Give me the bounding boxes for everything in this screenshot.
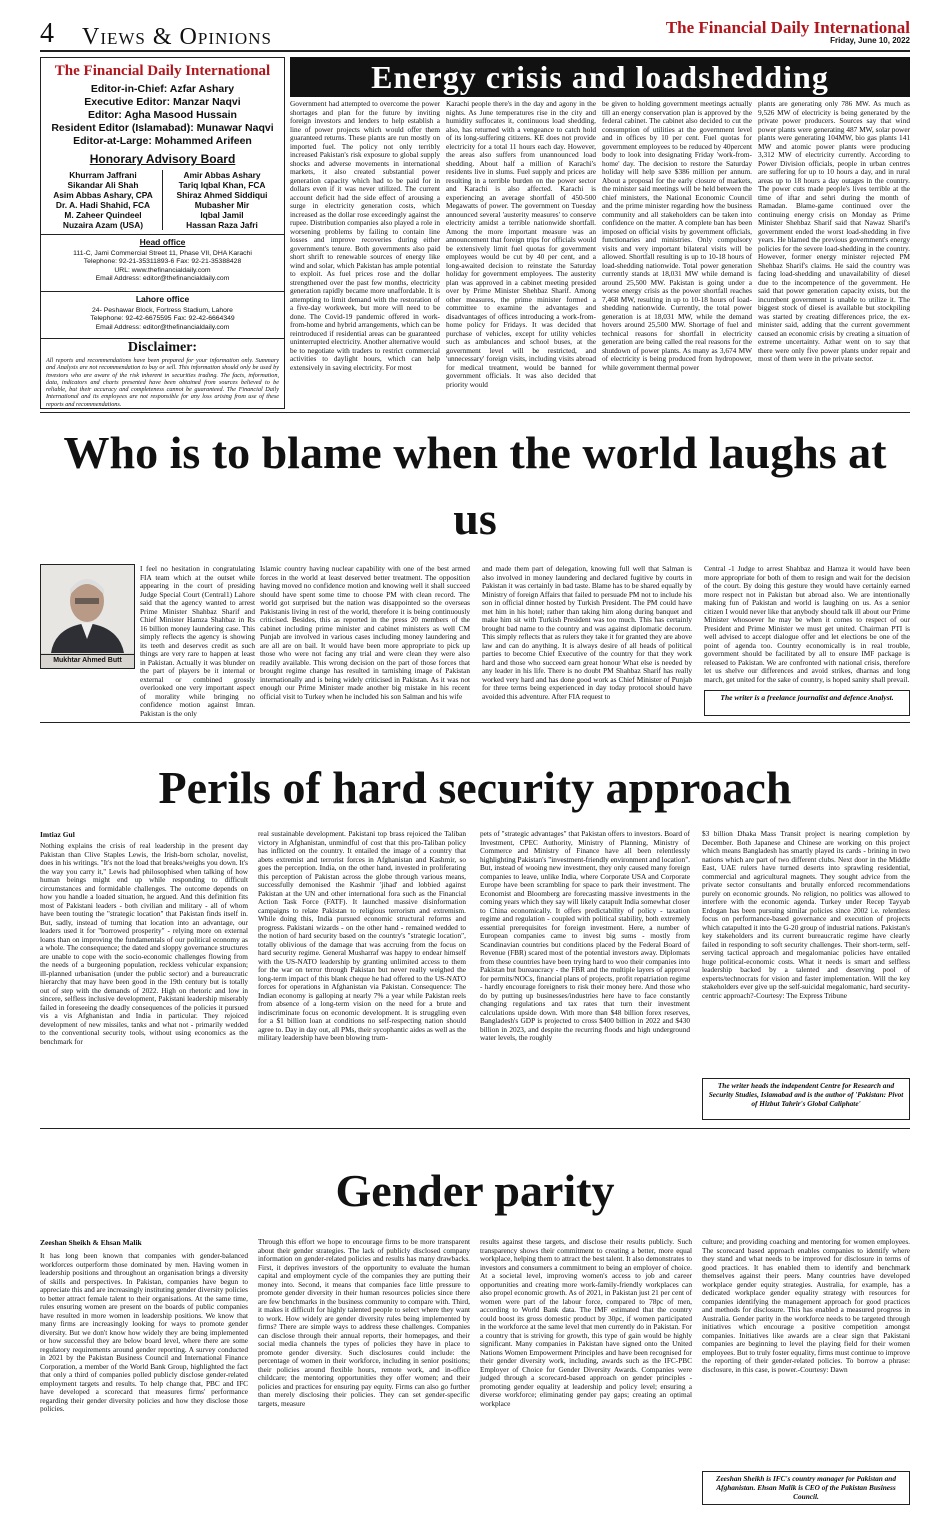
article3-col: real sustainable development. Pakistani top brass rejoiced the Taliban victory in Afghanistan, unmindful of cost that this pro-Taliban policy has inflicted on the country. It entailed the image of a country that abets extremist and terrorist forces in Afghanistan and Kashmir, so goes the perception. India, on the other hand, invested in proliferating this perception of Pakistan across the globe through various means, successfully demonised the Kashmir 'jihad' and lobbied against Pakistan at the UN and other international fora such as the Financial Action Task Force (FATF). It launched massive disinformation campaigns to relate Pakistan to religious terrorism and extremism. While doing this, India pursued economic structural reforms and progress. Pakistani wizards - on the other hand - remained wedded to the notion of hard security based on the country's "strategic location", totally oblivious of the damage that was accruing from the focus on hard security regime. General Musharraf was happy to endear himself with the US-NATO leadership by granting unlimited access to them for the war on terror through Pakistan but never really weighed the long-term impact of this blank cheque he had offered to the US-NATO forces for operations in Afghanistan via Pakistan. Consequence: The Indian economy is galloping at nearly 7% a year while Pakistan reels from absence of a long-term vision on the need for a brute and indiscriminate focus on economic development. It is struggling even for a $1 billion loan at conditions no self-respecting nation should agree to. Day in day out, all PMs, their sycophantic aides as well as the military leadership have been blowing trum- — [258, 829, 466, 1042]
article1-col: Karachi people there's in the day and agony in the nights. As June temperatures rise in the city and humidity suffocates it, continuous load shedding, also, has returned with a vengeance to catch hold of its long-suffering citizens. KE does not provide electricity for a total 11 hours each day. However, the areas also suffers from unannounced load shedding. About half a million of Karachi's residents live in slums. Fuel supply and prices are resulting in a terrible burden on the power sector and Karachi is also affected. Karachi is experiencing an average shortfall of 450-500 Megawatts of power. The government on Tuesday announced several 'austerity measures' to conserve electricity amidst a terrible nationwide shortfall. Among the more important measure was an announcement that foreign trips for officials would be extensively limit fuel quotas for government employees would be cut by 40 per cent, and a long-awaited decision to reinstate the Saturday holiday for government employees. The austerity plan was approved in a cabinet meeting presided over by Prime Minister Shehbaz Sharif. Among other measures, the prime minister formed a committee to examine the advantages and disadvantages of offices introducing a work-from-home policy for Fridays. It was decided that purchase of vehicles, except for utility vehicles such as ambulances and school buses, at the government level will be restricted, and 'unnecessary' foreign visits, including visits abroad for medical treatment, would be banned for government officials. It was also decided that priority would — [446, 99, 596, 389]
editors-list — [41, 83, 284, 148]
section-rule — [40, 722, 910, 723]
article2-intro: I feel no hesitation in congratulating FIA team which at the outset while appearing in the court of presiding Judge Special Court (Central1) Lahore said that the agency wanted to arrest Prime Minister Shahbaz Sharif and Chief Minister Hamza Shahbaz in Rs 16 billion money laundering case. This simply reflects the agency is showing its teeth and deserves credit as such things are very rare to happen at least in Pakistan. Actually it was blunder on the part of players be it internal or external or combined grossly overlooked one very important aspect of morality while bringing no confidence motion against Imran. Pakistan is the only — [140, 564, 255, 718]
article2-intro-cont — [40, 672, 255, 717]
sidebar-divider — [41, 234, 284, 235]
board-member: Mubasher Mir — [194, 200, 250, 210]
disclaimer-title: Disclaimer: — [127, 340, 198, 355]
board-right — [164, 170, 280, 230]
article4-footnote-box — [702, 1471, 910, 1505]
board-member: Amir Abbas Ashary — [183, 170, 261, 180]
address-line: Email Address: editor@thefinancialdaily.com — [95, 323, 230, 331]
section-rule — [40, 412, 910, 413]
article2-headline: Who is to blame when the world laughs at us — [63, 427, 887, 544]
article1-col: plants are generating only 786 MW. As much as 9,526 MW of electricity is being generated by the private power producers. Sources say that wind power plants were generating 487 MW, solar power plants were generating 104MW, bio gas plants 141 MW and atomic power plants were producing 3,312 MW of electricity currently. According to Power Division officials, people in urban centres are suffering for up to 10 hours a day, and in rural areas up to 18 hours a day outages in the country. The power cuts made people's lives terrible at the time of iftar and sehri during the month of Ramadan. Blame-game continued over the continuing energy crisis on Monday as Prime Minister Shehbaz Sharif said that Nawaz Sharif's government ended the worst load-shedding in five years. He blamed the previous government's energy policies for the severe load-shedding in the country. However, former energy minister rejected PM Shehbaz Sharif's claims. He said the country was facing load-shedding and unavailability of diesel due to the incompetence of the government. He said that power generation capacity exists, but the incumbent government is unable to utilize it. The biggest stock of diesel is available but stockpiling was started by creating differences price, the ex-minister said, adding that the current government caused an economic crisis by creating a situation of extreme uncertainty. Azhar went on to say that there were only five power plants under repair and most of them were in the private sector. — [758, 99, 910, 363]
article3-col: $3 billion Dhaka Mass Transit project is nearing completion by December. Both Japanese and Chinese are working on this project which means Bangladesh has smartly played its cards - brining in two nations which are part of two different clubs. Next door in the Middle East, UAE rulers have turned deserts into sprawling residential, commercial and agricultural magnets. They sought advice from the private sector consultants and brutally enforced recommendations purely on economic grounds. No religion, no politics was allowed to interfere with the economic agenda. Turkey under Recep Tayyab Erdogan has been pursuing similar policies since 2002 i.e. relentless focus on performance-based governance and execution of projects which catapulted it into the G-20 group of industrial nations. Pakistan's key stakeholders and its current bureaucratic regime have clearly failed in responding to soft security challenges. Their short-term, self-serving tactical approach and megalomaniac policies have entailed huge political-economic costs. What it needs is smart and selfless leadership backed by a talented and deserving pool of experts/technocrats for vision and faster implementation. Will the key stakeholders ever give up the self-suicidal megalomanic, hard security-centric approach?-Courtesy: The Express Tribune — [702, 829, 910, 1000]
article2-col: and made them part of delegation, knowing full well that Salman is also involved in money laundering and declared fugitive by courts in Pakistan it was certainly in bad taste. Blame has to be shared equally by Ministry of foreign Affairs that failed to persuade PM not to include his son in official dinner hosted by Turkish President. The PM could have met him in his hotel; rather than taking him along during banquet and make him sit with Turkish President was too much. This has certainly brought bad name to the country and was against diplomatic decorum. This simply reflects that as rulers they take it for granted they are above law and can do anything. It is always desire of all heads of political parties to become Chief Executive of the country for that they work hard and those who succeed earn great honour What else is needed by any leader in his life. There is no doubt PM Shahbaz Sharif has really worked very hard and has done good work as Chief Minister of Punjab for three terms being experienced in day today protocol should have avoided this adventure. After FIA request to — [482, 564, 692, 701]
author-portrait-icon — [41, 565, 134, 653]
article3-footnote-box — [702, 1078, 910, 1120]
article2-col: Islamic country having nuclear capability with one of the best armed forces in the world at least deserved better treatment. The opposition having moved no confidence motion and knowing well it shall succeed should have spent some time to choose PM with clean record. The world got surprised but the nation was disappointed so the overseas Pakistanis living in rest of the world, therefore it is being continuously criticised. Besides, this as reported in the press 20 members of the cabinet including prime minister and cabinet ministers as well CM Punjab are involved in various cases including money laundering and are all are on bail. It would have been more appropriate to pick up those who were not facing any trial and were clean they were also readily available. This wrong decision on the part of those forces that brought regime change has resulted in tarnishing image of Pakistan internationally and is being widely criticised in Pakistan. As it was not enough our Prime Minister made another big mistake in his recent official visit to Turkey when he included his son Salman and his wife — [260, 564, 470, 701]
author-photo-caption: Mukhtar Ahmed Butt — [41, 654, 134, 664]
board-member: Hassan Raza Jafri — [186, 220, 258, 230]
board-member: Tariq Iqbal Khan, FCA — [178, 180, 266, 190]
address-line: 111-C, Jami Commercial Street 11, Phase VII, DHA Karachi — [73, 250, 252, 257]
editor-line: Editor: Agha Masood Hussain — [88, 109, 237, 121]
board-divider — [162, 170, 163, 230]
masthead-paper-name: The Financial Daily International — [665, 18, 910, 37]
address-line: Telephone: 92-42-6675595 Fax: 92-42-6664349 — [90, 315, 235, 323]
editor-line: Resident Editor (Islamabad): Munawar Naqvi — [51, 122, 274, 134]
article4-col: It has long been known that companies with gender-balanced workforces outperform those dominated by men. Having women in leadership positions and throughout an organisation brings a diversity of skills and perspectives. In Pakistan, companies have begun to appreciate this and are increasingly instituting gender diversity policies to better attract female talent to their organisations. At the same time, rules ensuring women are present on the boards of public companies have resulted in more women in leadership positions. We know that many firms are increasingly looking for ways to promote gender diversity. But we don't know how widely they are being implemented or how successful they are below board level, where there are some regulatory requirements around gender reporting. A survey conducted in 2021 by the Pakistan Business Council and International Finance Corporation, a member of the World Bank Group, highlighted the fact that only a third of companies polled publicly disclose gender-related employment targets and results. To help change that, PBC and IFC have developed a scorecard that measures firms' performance regarding their gender diversity policies and how they disclose those policies. — [40, 1251, 248, 1413]
article4-footnote: Zeeshan Sheikh is IFC's country manager for Pakistan and Afghanistan. Ehsan Malik is CEO of the Pakistan Business Council. — [715, 1474, 897, 1501]
editor-line: Executive Editor: Manzar Naqvi — [84, 96, 241, 108]
address-line: URL: www.thefinancialdaily.com — [114, 266, 211, 274]
lahore-details — [41, 307, 284, 332]
address-line: 24- Peshawar Block, Fortress Stadium, Lahore — [92, 307, 233, 314]
head-office-details — [41, 250, 284, 284]
article1-headline: Energy crisis and loadshedding — [371, 59, 829, 95]
article1-col: Government had attempted to overcome the power shortages and plan for the future by inviting foreign investors and lenders to help establish a line of power projects which would offer them guaranteed returns. These plants are run mostly on imported fuel. The policy not only terribly increased Pakistan's risk exposure to global supply shocks and adverse movements in international markets, it also created substantial power generation capacity which had to be paid for in dollars even if it was never utilized. The current account deficit had the side effect of arousing a surge in electricity generation costs, which increased as the dollar rose exceedingly against the rupee. Distribution companies also played a role in worsening problems by failing to contain line losses and improve recoveries during either government's tenure. Both governments also paid short shrift to renewable sources of energy like wind and solar, which Pakistan has ample potential to exploit. As fuel prices rose and the dollar strengthened over the past few months, electricity generation rapidly became more unaffordable. It is attempting to limit demand with the restoration of a five-day workweek, but more will need to be done. The Covid-19 pandemic offered in work-from-home and hybrid arrangements, which can be reintroduced if residential areas can be guaranteed uninterrupted electricity. Another alternative would be to negotiate with traders to restrict commercial activities to daylight hours, which can help extensively in saving electricity. For most — [290, 99, 440, 372]
section-rule — [40, 1128, 910, 1129]
board-member: Asim Abbas Ashary, CPA — [53, 190, 153, 200]
article4-col: culture; and providing coaching and mentoring for women employees. The scorecard based approach enables companies to identify where they stand and what needs to be improved for disclosure in terms of good practices. It has enabled them to identify and benchmark themselves against their peers. Many countries have developed workplace gender equity strategies. Australia, for example, has a dedicated workplace gender equality strategy with resources for companies identifying the management approach for good practices and methods for disclosure. This has enabled a measured progress in Australia. Gender parity in the workforce needs to be targeted through initiatives which encourage a positive competition amongst companies. Initiatives like awards are a clear sign that Pakistani companies are beginning to level the playing field for their women employees. But to truly foster equality, firms must continue to improve the reporting of their gender-related policies. To borrow a phrase: disclosure, in this case, is power.-Courtesy: Dawn — [702, 1237, 910, 1374]
masthead-date: Friday, June 10, 2022 — [830, 36, 910, 45]
article4-author: Zeeshan Sheikh & Ehsan Malik — [40, 1238, 142, 1247]
article3-footnote: The writer heads the independent Centre for Research and Security Studies, Islamabad and is the author of 'Pakistan: Pivot of Hizbut Tahrir's Global Caliphate' — [708, 1081, 904, 1108]
board-member: M. Zaheer Quindeel — [64, 210, 142, 220]
lahore-title: Lahore office — [135, 294, 190, 304]
disclaimer-text: All reports and recommendations have been prepared for your information only. Summary and Analysis are not recommendation to buy or sell. This information should only be used by investors who are aware of the risk inherent in securities trading. The facts, information, data, indicators and charts presented have been obtained from sources believed to be reliable, but their accuracy and completeness cannot be guaranteed. The Financial Daily International and its employees are not responsible for any loss arising from use of these reports and recommendations. — [46, 357, 279, 408]
page-number: 4 — [40, 18, 54, 49]
article4-col: Through this effort we hope to encourage firms to be more transparent about their gender strategies. The lack of publicly disclosed company information on gender-related policies and results has many drawbacks. First, it deprives investors of the opportunity to evaluate the human capital and employment cycle of the companies they are putting their money into. Second, it means that companies face little pressure to promote gender diversity in their human resources policies since there are few benchmarks in the business community to compare with. Third, it makes it difficult for highly talented people to select where they want to work. How widely are gender diversity rules being implemented by firms? There are simple ways to address these challenges. Companies can disclose through their annual reports, their homepages, and their social media channels the types of policies they have in place to promote gender diversity. Such disclosures could include: the percentage of women in their workforce, including in senior positions; their policies around flexible hours, remote work, and in-office childcare; the mentoring opportunities they offer women; and their policies and practices for ensuring pay equity. Firms can also go further than merely disclosing their policies. They can set gender-specific targets, measure — [258, 1237, 470, 1408]
board-member: Iqbal Jamil — [200, 210, 244, 220]
article3-col: Nothing explains the crisis of real leadership in the present day Pakistan than Clive Staples Lewis, the Irish-born scholar, novelist, does in his writings. "It's not the load that breaks/weighs you down. It's the way you carry it," Lewis had philosophised when talking of how human beings might end up while responding to difficult circumstances and formidable challenges. The outcome depends on how you handle a loaded situation, he argued. And this definition fits most of Pakistani leaders - both civilian and military - all of whom have been touting the "strategic location" that Pakistan finds itself in. But, sadly, instead of turning that location into an advantage, our leaders used it for "borrowed prosperity" - relying more on external loans than on improving the fundamentals of our political economy as a whole. The consequence; the dated and sloppy governance structures are unable to cope with the socio-economic challenges flowing from the needs of a burgeoning population, reckless vehicular expansion; ill-planned urbanisation (under the public sector) and a bureaucratic hierarchy that may have been good in the 19th century but is totally out of step with the demands of 2022. High on rhetoric and low in sincere, selfless inclusive development, Pakistani leadership miserably failed in foreseeing the deadly consequences of the policies it pursued vis a vis Afghanistan and India in particular. They rejoiced development of new missiles, tanks and what not - primarily wedded to the conventional security tools, without using economics as the benchmark for — [40, 841, 248, 1046]
editor-line: Editor-at-Large: Mohammed Arifeen — [73, 135, 252, 147]
article2-footnote: The writer is a freelance journalist and defence Analyst. — [720, 693, 894, 702]
board-member: Shiraz Ahmed Siddiqui — [176, 190, 268, 200]
article4-col: results against these targets, and disclose their results publicly. Such transparency shows their commitment to creating a better, more equal workplace, helping them to attract the best talent. It also demonstrates to investors and consumers a commitment to being an employer of choice. At a societal level, improving women's access to job and career opportunities and creating more work-family-friendly workplaces can also propel economic growth. As of 2021, in Pakistan just 21 per cent of women were part of the labour force, compared to 78pc of men, according to World Bank data. The IMF estimated that the country could boost its gross domestic product by 30pc, if women participated in the workforce at the same level that men currently do in Pakistan. For a country that is striving for growth, this type of gain would be highly significant. Many companies in Pakistan have signed onto the United Nations Women Empowerment Principles and have been recognised for their gender diversity work, including, awards such as the IFC-PBC Employer of Choice for Gender Diversity Awards. Companies were judged through a scorecard-based approach on gender principles - promoting gender equality at leadership and policy level; ensuring a diverse workforce; eliminating gender pay gaps; creating an optimal workplace — [480, 1237, 692, 1408]
masthead-rule — [40, 50, 910, 52]
address-line: Email Address: editor@thefinancialdaily.com — [95, 275, 230, 283]
board-member: Khurram Jaffrani — [69, 170, 137, 180]
board-member: Nuzaira Azam (USA) — [62, 220, 144, 230]
board-member: Sikandar Ali Shah — [67, 180, 139, 190]
article3-author: Imtiaz Gul — [40, 830, 75, 839]
editor-line: Editor-in-Chief: Azfar Ashary — [90, 83, 235, 95]
address-line: Telephone: 92-21-35311893-6 Fax: 92-21-35388428 — [83, 258, 242, 266]
section-title: Views & Opinions — [82, 24, 272, 50]
article4-headline: Gender parity — [335, 1165, 615, 1216]
board-title: Honorary Advisory Board — [89, 152, 236, 166]
article3-headline: Perils of hard security approach — [158, 762, 792, 813]
article1-col: be given to holding government meetings actually till an energy conservation plan is approved by the federal cabinet. The cabinet also decided to cut the consumption of utilities at the government level and in offices by 10 per cent. Fuel quotas for government employees to be reduced by 40percent body to look into designating Friday 'work-from-home' day. The decision to restore the Saturday holiday will help save $386 million per annum. About a proposal for the early closure of markets, the minister said meetings will be held between the chief ministers, the National Economic Council and the prime minister regarding how the business community and all stakeholders can be taken into confidence on the matter. A complete ban has been imposed on official visits by government officials, functionaries and ministries. Only compulsory visits and very important bilateral visits will be allowed. Shortfall resulting is up to 10-18 hours of load-shedding nationwide. Total power generation currently stands at 18,031 MW while demand is around 25,500 MW. Pakistan is going under a worse energy crisis as the power shortfall reaches 7,468 MW, resulting in up to 10-18 hours of load-shedding nationwide. Currently, the total power generation is at 18,031 MW, while the demand hovers around 25,500 MW. Shortage of fuel and technical reasons for shortfall in electricity generation are being called the real reasons for the shutdown of power plants. As many as 3,674 MW of electricity is being produced from hydropower, while government thermal power — [602, 99, 752, 372]
board-member: Dr. A. Hadi Shahid, FCA — [55, 200, 151, 210]
sidebar-divider — [41, 291, 284, 292]
article3-col: pets of "strategic advantages" that Pakistan offers to investors. Board of Investment, CPEC Authority, Ministry of Planning, Ministry of Commerce and Ministry of Finance have all been relentlessly highlighting Pakistan's "investment-friendly environment and location". But, instead of wooing new investment, they only caused many foreign companies to leave, unlike India, where Corporate USA and Corporate Europe have been scrambling for space to park their investment. The Economist and Bloomberg are forecasting massive investments in the coming years which they say will likely catapult India somewhat closer to China economically. It offers predictability of policy - taxation regime and regulation - coupled with political stability, both extremely essential prerequisites for foreign investment. Here, a number of European companies came to invest big sums - mostly from Scandinavian countries but conditions placed by the Federal Board of Revenue (FBR) scared most of the potential investors away. Diplomats from these countries have been trying hard to woo their companies into Pakistan but bureaucracy - the FBR and the multiple layers of approval for permits/NOCs, financial plans of projects, profit repatriation regime - hardly encourage foreigners to risk their money here. And those who do by putting up businesses/industries here have to face constantly changing regulations and tax rates that turn their investment calculations upside down. With more than $48 billion forex reserves, Bangladesh's GDP is projected to cross $400 billion in 2022 and $430 billion in 2023, and despite the recurring floods and high underground water levels, the roughly — [480, 829, 690, 1042]
sidebar-paper-name: The Financial Daily International — [54, 63, 271, 79]
article2-col: Central -1 Judge to arrest Shahbaz and Hamza it would have been more appropriate for both of them to resign and wait for the decision of the court. By doing this gesture they would have certainly earned more respect not in Pakistan but abroad also. We are intentionally making fun of Pakistan and world is laughing on us. As a senior citizen I would never like that anybody should talk ill about our Prime Minister whosoever he may be when it comes to respect of our President and Prime Minister we must get united. Chairman PTI is well advised to accept dialogue offer and let elections be one of the point of agenda too. Country economically is in real trouble, government should be facilitated by all to ensure IMF package is released to Pakistan. We are confronted with national crisis, therefore let us shelve our differences and avoid strikes, dharnas and long march, get united for the sake of country, is hoped sanity shall prevail. — [704, 564, 910, 684]
head-office-title: Head office — [139, 237, 186, 247]
author-photo — [40, 564, 135, 669]
article2-footnote-box — [704, 690, 910, 716]
board-left — [45, 170, 161, 230]
sidebar-divider — [41, 338, 284, 339]
sidebar — [40, 57, 285, 409]
